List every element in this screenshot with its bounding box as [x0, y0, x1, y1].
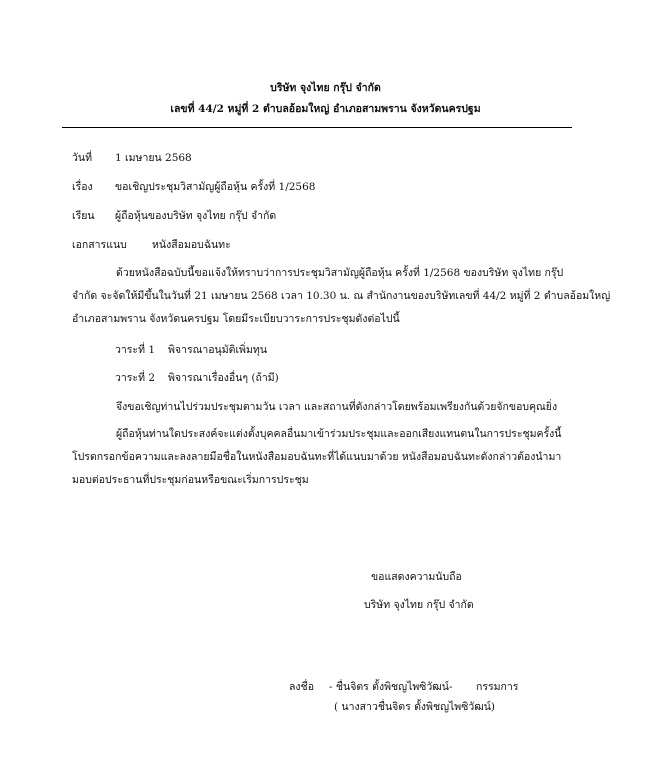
attachment-label: เอกสารแนบ — [72, 239, 127, 251]
agenda-1-text: พิจารณาอนุมัติเพิ่มทุน — [168, 344, 268, 356]
proxy-paragraph — [72, 423, 577, 492]
header-divider — [62, 127, 572, 128]
paragraph-line: ด้วยหนังสือฉบับนี้ขอแจ้งให้ทราบว่าการประชุมวิสามัญผู้ถือหุ้น ครั้งที่ 1/2568 ของบริษัท จุงไทย กรุ๊ป — [116, 267, 564, 279]
subject-label: เรื่อง — [72, 181, 93, 193]
company-address: เลขที่ 44/2 หมู่ที่ 2 ตำบลอ้อมใหญ่ อำเภอสามพราน จังหวัดนครปฐม — [170, 103, 481, 115]
closing-regards: ขอแสดงความนับถือ — [371, 571, 462, 583]
signature: - ชื่นจิตร ตั้งพิชญไพซิวัฒน์- — [329, 681, 453, 693]
to-label: เรียน — [72, 210, 95, 222]
signer-printed-name: ( นางสาวชื่นจิตร ตั้งพิชญไพซิวัฒน์) — [334, 701, 496, 713]
agenda-2-text: พิจารณาเรื่องอื่นๆ (ถ้ามี) — [168, 372, 279, 384]
sign-label: ลงชื่อ — [289, 681, 314, 693]
invitation-closing-line: จึงขอเชิญท่านไปร่วมประชุมตามวัน เวลา และสถานที่ดังกล่าวโดยพร้อมเพรียงกันด้วยจักขอบคุณยิ่ง — [116, 401, 558, 413]
date-label: วันที่ — [72, 152, 92, 164]
invitation-paragraph — [72, 262, 611, 331]
signer-position: กรรมการ — [476, 681, 519, 693]
paragraph-line: มอบต่อประธานที่ประชุมก่อนหรือขณะเริ่มการประชุม — [72, 474, 309, 486]
to-value: ผู้ถือหุ้นของบริษัท จุงไทย กรุ๊ป จำกัด — [115, 210, 277, 222]
paragraph-line: จำกัด จะจัดให้มีขึ้นในวันที่ 21 เมษายน 2568 เวลา 10.30 น. ณ สำนักงานของบริษัทเลขที่ 44/2 หมู่ที่ 2 ตำบลอ้อมใหญ่ — [72, 290, 611, 302]
date-value: 1 เมษายน 2568 — [115, 152, 192, 164]
paragraph-line: ผู้ถือหุ้นท่านใดประสงค์จะแต่งตั้งบุคคลอื่นมาเข้าร่วมประชุมและออกเสียงแทนตนในการประชุมครั้งนี้ — [116, 428, 562, 440]
paragraph-line: โปรดกรอกข้อความและลงลายมือชื่อในหนังสือมอบฉันทะที่ได้แนบมาด้วย หนังสือมอบฉันทะดังกล่าวต้องนำมา — [72, 451, 562, 463]
subject-value: ขอเชิญประชุมวิสามัญผู้ถือหุ้น ครั้งที่ 1/2568 — [115, 181, 316, 193]
agenda-2-number: วาระที่ 2 — [115, 372, 156, 384]
company-name: บริษัท จุงไทย กรุ๊ป จำกัด — [270, 82, 381, 94]
paragraph-line: อำเภอสามพราน จังหวัดนครปฐม โดยมีระเบียบวาระการประชุมดังต่อไปนี้ — [72, 313, 400, 325]
agenda-1-number: วาระที่ 1 — [115, 344, 156, 356]
attachment-value: หนังสือมอบฉันทะ — [152, 239, 231, 251]
closing-company: บริษัท จุงไทย กรุ๊ป จำกัด — [364, 599, 474, 611]
